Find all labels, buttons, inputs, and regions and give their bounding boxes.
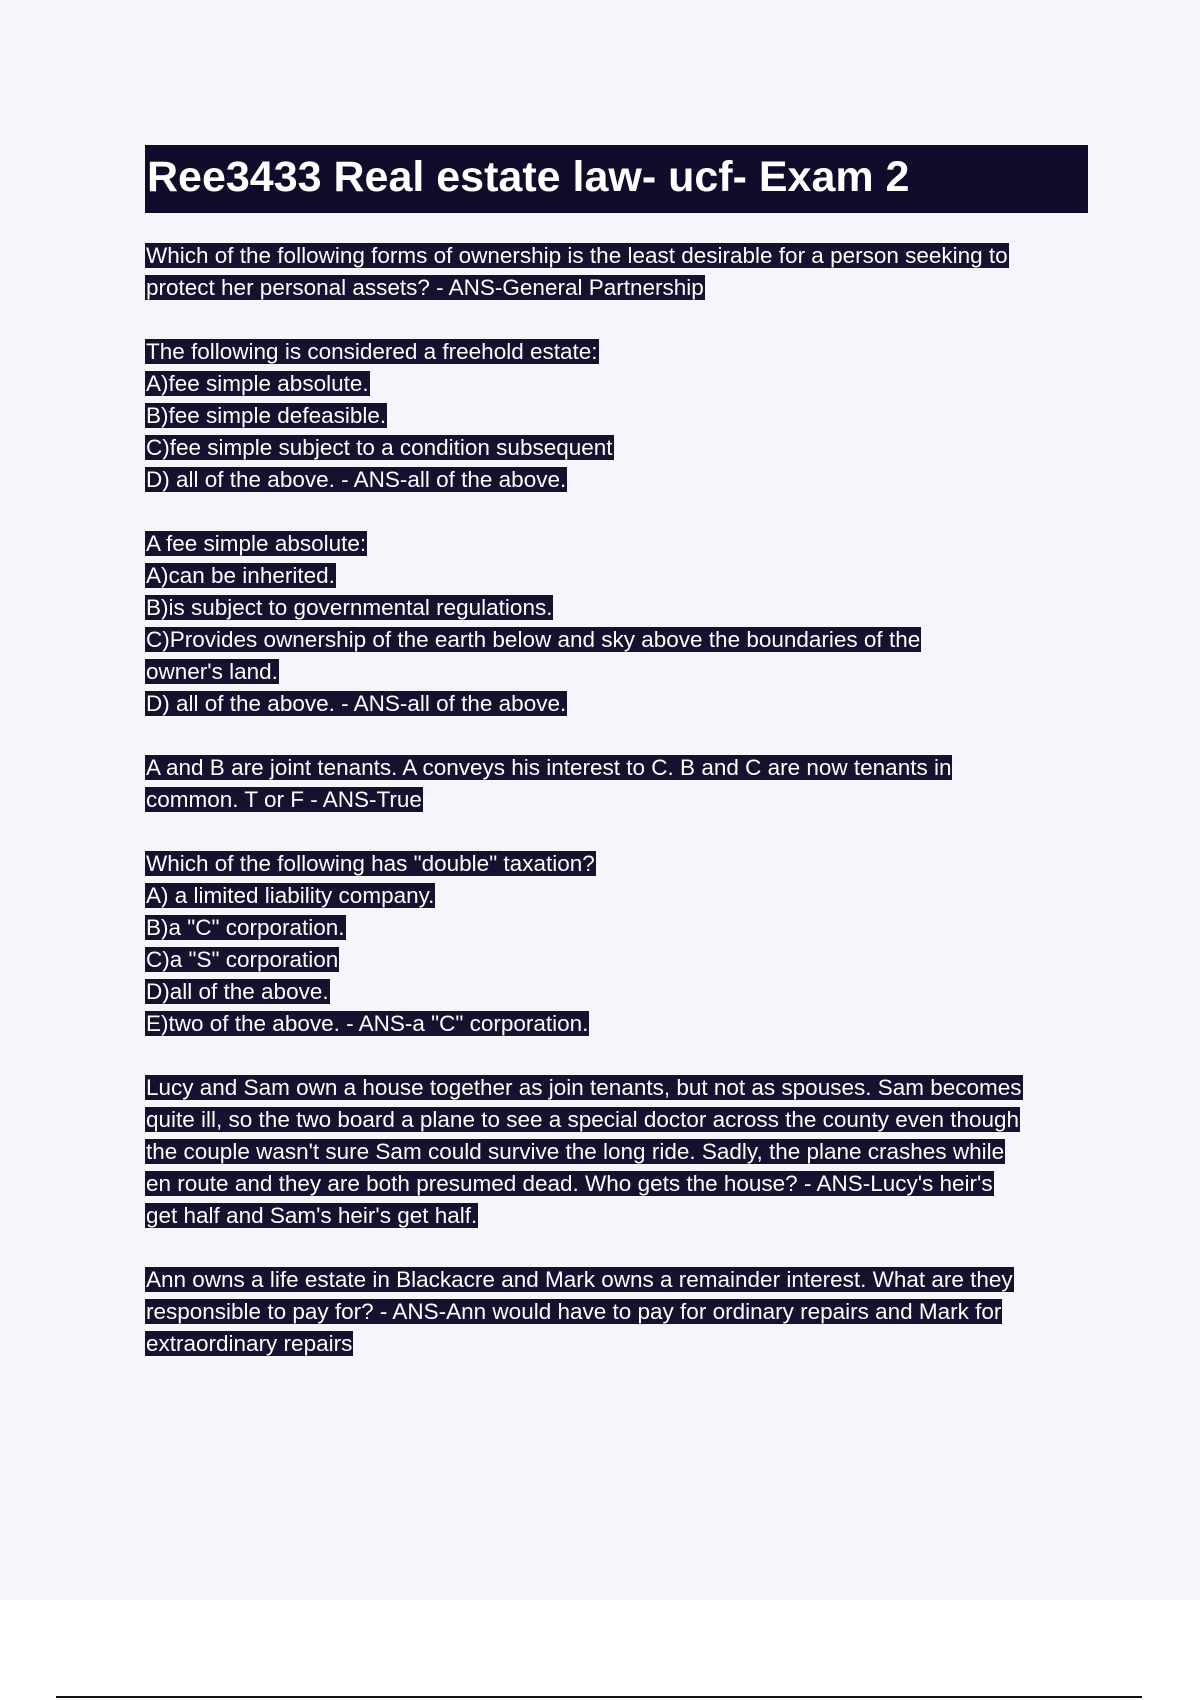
qa-line: B)is subject to governmental regulations.	[146, 595, 553, 620]
qa-line: A)fee simple absolute.	[146, 371, 369, 396]
qa-item-3	[145, 528, 1090, 720]
qa-line: Ann owns a life estate in Blackacre and Mark owns a remainder interest. What are they	[146, 1267, 1013, 1292]
qa-content	[145, 240, 1090, 1392]
qa-line: C)a "S" corporation	[146, 947, 339, 972]
qa-line: quite ill, so the two board a plane to see a special doctor across the county even though	[146, 1107, 1020, 1132]
qa-line: E)two of the above. - ANS-a "C" corporation.	[146, 1011, 589, 1036]
qa-line: The following is considered a freehold estate:	[146, 339, 598, 364]
document-title: Ree3433 Real estate law- ucf- Exam 2	[147, 153, 910, 201]
qa-line: B)fee simple defeasible.	[146, 403, 387, 428]
qa-line: A)can be inherited.	[146, 563, 335, 588]
qa-line: the couple wasn't sure Sam could survive the long ride. Sadly, the plane crashes while	[146, 1139, 1005, 1164]
qa-item-2	[145, 336, 1090, 496]
qa-line: en route and they are both presumed dead. Who gets the house? - ANS-Lucy's heir's	[146, 1171, 993, 1196]
qa-line: extraordinary repairs	[146, 1331, 353, 1356]
qa-item-4	[145, 752, 1090, 816]
qa-line: B)a "C" corporation.	[146, 915, 345, 940]
qa-item-6	[145, 1072, 1090, 1232]
qa-line: Which of the following has "double" taxation?	[146, 851, 595, 876]
qa-line: D) all of the above. - ANS-all of the above.	[146, 691, 567, 716]
qa-line: C)Provides ownership of the earth below and sky above the boundaries of the	[146, 627, 921, 652]
qa-item-1	[145, 240, 1090, 304]
qa-line: Which of the following forms of ownership is the least desirable for a person seeking to	[146, 243, 1008, 268]
qa-line: A and B are joint tenants. A conveys his interest to C. B and C are now tenants in	[146, 755, 952, 780]
qa-line: common. T or F - ANS-True	[146, 787, 422, 812]
page-footer	[0, 1600, 1200, 1700]
qa-line: responsible to pay for? - ANS-Ann would have to pay for ordinary repairs and Mark for	[146, 1299, 1002, 1324]
qa-line: D) all of the above. - ANS-all of the above.	[146, 467, 567, 492]
qa-item-5	[145, 848, 1090, 1040]
qa-line: protect her personal assets? - ANS-General Partnership	[146, 275, 704, 300]
qa-line: get half and Sam's heir's get half.	[146, 1203, 478, 1228]
qa-line: A) a limited liability company.	[146, 883, 435, 908]
qa-line: D)all of the above.	[146, 979, 329, 1004]
title-banner	[145, 145, 1088, 213]
qa-line: owner's land.	[146, 659, 278, 684]
qa-line: A fee simple absolute:	[146, 531, 367, 556]
footer-divider	[56, 1696, 1142, 1698]
qa-item-7	[145, 1264, 1090, 1360]
qa-line: C)fee simple subject to a condition subsequent	[146, 435, 613, 460]
qa-line: Lucy and Sam own a house together as join tenants, but not as spouses. Sam becomes	[146, 1075, 1022, 1100]
